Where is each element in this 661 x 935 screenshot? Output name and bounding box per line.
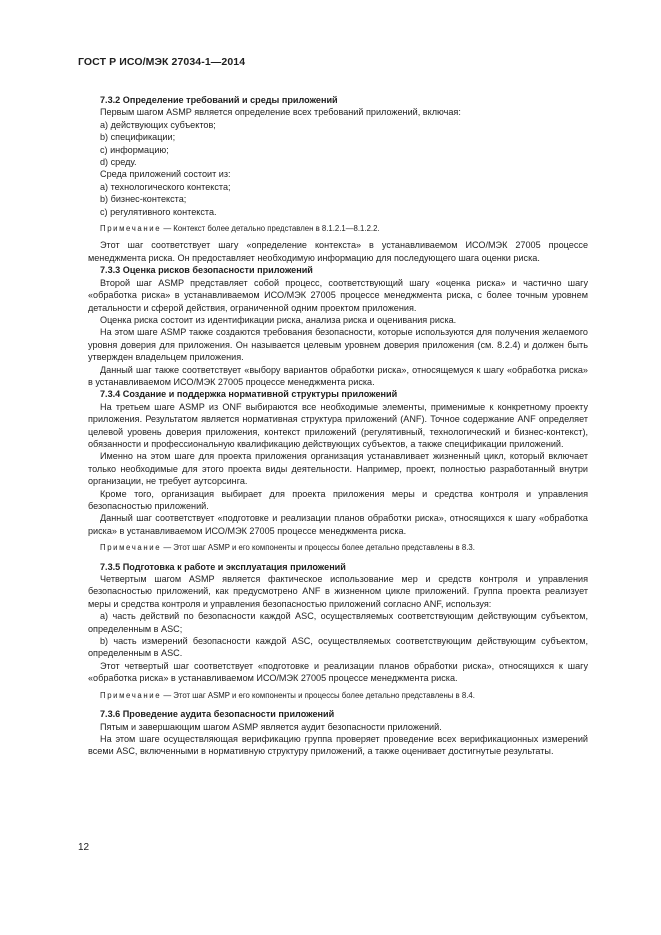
paragraph: На третьем шаге ASMP из ONF выбираются все необходимые элементы, применимые к конкретному проекту приложения. Результатом является нормативная структура приложений (ANF). Точное содержание ANF определяет целевой уровень доверия приложения, контекст приложений (регулятивный, технологический и бизнес-контекст), обязанности и профессиональную квалификацию действующих субъектов, а также спецификации приложений. <box>88 401 588 449</box>
note-label: Примечание <box>100 224 162 234</box>
list-item: a) часть действий по безопасности каждой ASC, осуществляемых соответствующим действующим субъектом, определенным в ASC; <box>88 611 588 634</box>
list-item: b) часть измерений безопасности каждой ASC, осуществляемых соответствующим действующим субъектом, определенным в ASC. <box>88 636 588 659</box>
paragraph: На этом шаге осуществляющая верификацию группа проверяет проведение всех верификационных измерений всеми ASC, включенными в нормативную структуру приложений, а также оценивает достигнутые результаты. <box>88 733 588 757</box>
paragraph: Второй шаг ASMP представляет собой процесс, соответствующий шагу «оценка риска» и частично шагу «обработка риска» в устанавливаемом ИСО/МЭК 27005 процессе менеджмента риска, с более точным уровнем детальности и сферой действия, ограниченной одним проектом приложения. <box>88 277 588 313</box>
paragraph: Оценка риска состоит из идентификации риска, анализа риска и оценивания риска. <box>100 314 457 325</box>
note-label: Примечание <box>100 690 162 700</box>
paragraph: Этот четвертый шаг соответствует «подготовке и реализации планов обработки риска», относящихся к шагу «обработка риска» в устанавливаемом ИСО/МЭК 27005 процессе менеджмента риска. <box>88 660 588 684</box>
note-text: — Контекст более детально представлен в 8.1.2.1—8.1.2.2. <box>163 224 380 234</box>
section-heading-7-3-3: 7.3.3 Оценка рисков безопасности приложений <box>100 265 313 276</box>
section-heading-7-3-2: 7.3.2 Определение требований и среды приложений <box>100 95 338 105</box>
paragraph: Четвертым шагом ASMP является фактическое использование мер и средств контроля и управления безопасностью приложений, как предусмотрено ANF в жизненном цикле приложений. Группа проекта реализует меры и средства контроля и управления безопасностью приложений согласно ANF, используя: <box>88 574 588 609</box>
paragraph: Пятым и завершающим шагом ASMP является аудит безопасности приложений. <box>100 721 442 732</box>
note-text: — Этот шаг ASMP и его компоненты и процессы более детально представлены в 8.4. <box>163 690 475 700</box>
section-heading-7-3-4: 7.3.4 Создание и поддержка нормативной структуры приложений <box>100 389 398 400</box>
note <box>88 223 588 235</box>
paragraph: Данный шаг соответствует «подготовке и реализации планов обработки риска», относящихся к шагу «обработка риска» в устанавливаемом ИСО/МЭК 27005 процессе менеджмента риска. <box>88 513 588 536</box>
note-text: — Этот шаг ASMP и его компоненты и процессы более детально представлены в 8.3. <box>163 543 475 553</box>
paragraph: На этом шаге ASMP также создаются требования безопасности, которые используются для получения желаемого уровня доверия для приложения. Он называется целевым уровнем доверия приложения (см. 8.2.4) и должен быть утвержден владельцем приложения. <box>88 327 588 363</box>
paragraph: Первым шагом ASMP является определение всех требований приложений, включая: <box>100 107 461 118</box>
note-label: Примечание <box>100 543 162 553</box>
list-item: c) информацию; <box>100 144 169 155</box>
section-heading-7-3-5: 7.3.5 Подготовка к работе и эксплуатация приложений <box>100 561 346 572</box>
paragraph: Среда приложений состоит из: <box>100 169 231 180</box>
list-item: b) бизнес-контекста; <box>100 194 187 205</box>
note <box>88 690 588 702</box>
list-item: a) действующих субъектов; <box>100 119 216 130</box>
paragraph: Данный шаг также соответствует «выбору вариантов обработки риска», относящемуся к шагу «обработка риска» в устанавливаемом ИСО/МЭК 27005 процессе менеджмента риска. <box>88 364 588 387</box>
list-item: c) регулятивного контекста. <box>100 206 217 217</box>
list-item: a) технологического контекста; <box>100 181 231 192</box>
document-header: ГОСТ Р ИСО/МЭК 27034-1—2014 <box>78 56 246 68</box>
paragraph: Этот шаг соответствует шагу «определение контекста» в устанавливаемом ИСО/МЭК 27005 процессе менеджмента риска. Он предоставляет необходимую информацию для последующего шага оценки риска. <box>88 240 588 263</box>
list-item: d) среду. <box>100 157 137 168</box>
paragraph: Кроме того, организация выбирает для проекта приложения меры и средства контроля и управления безопасностью приложений. <box>88 488 588 511</box>
document-body <box>88 94 588 758</box>
page-number: 12 <box>78 842 90 853</box>
paragraph: Именно на этом шаге для проекта приложения организация устанавливает жизненный цикл, который включает только необходимые для этого проекта виды деятельности. Например, проект, полностью разработанный внутри организации, не требует аутсорсинга. <box>88 451 588 487</box>
section-heading-7-3-6: 7.3.6 Проведение аудита безопасности приложений <box>100 709 335 720</box>
note <box>88 542 588 554</box>
list-item: b) спецификации; <box>100 132 176 143</box>
